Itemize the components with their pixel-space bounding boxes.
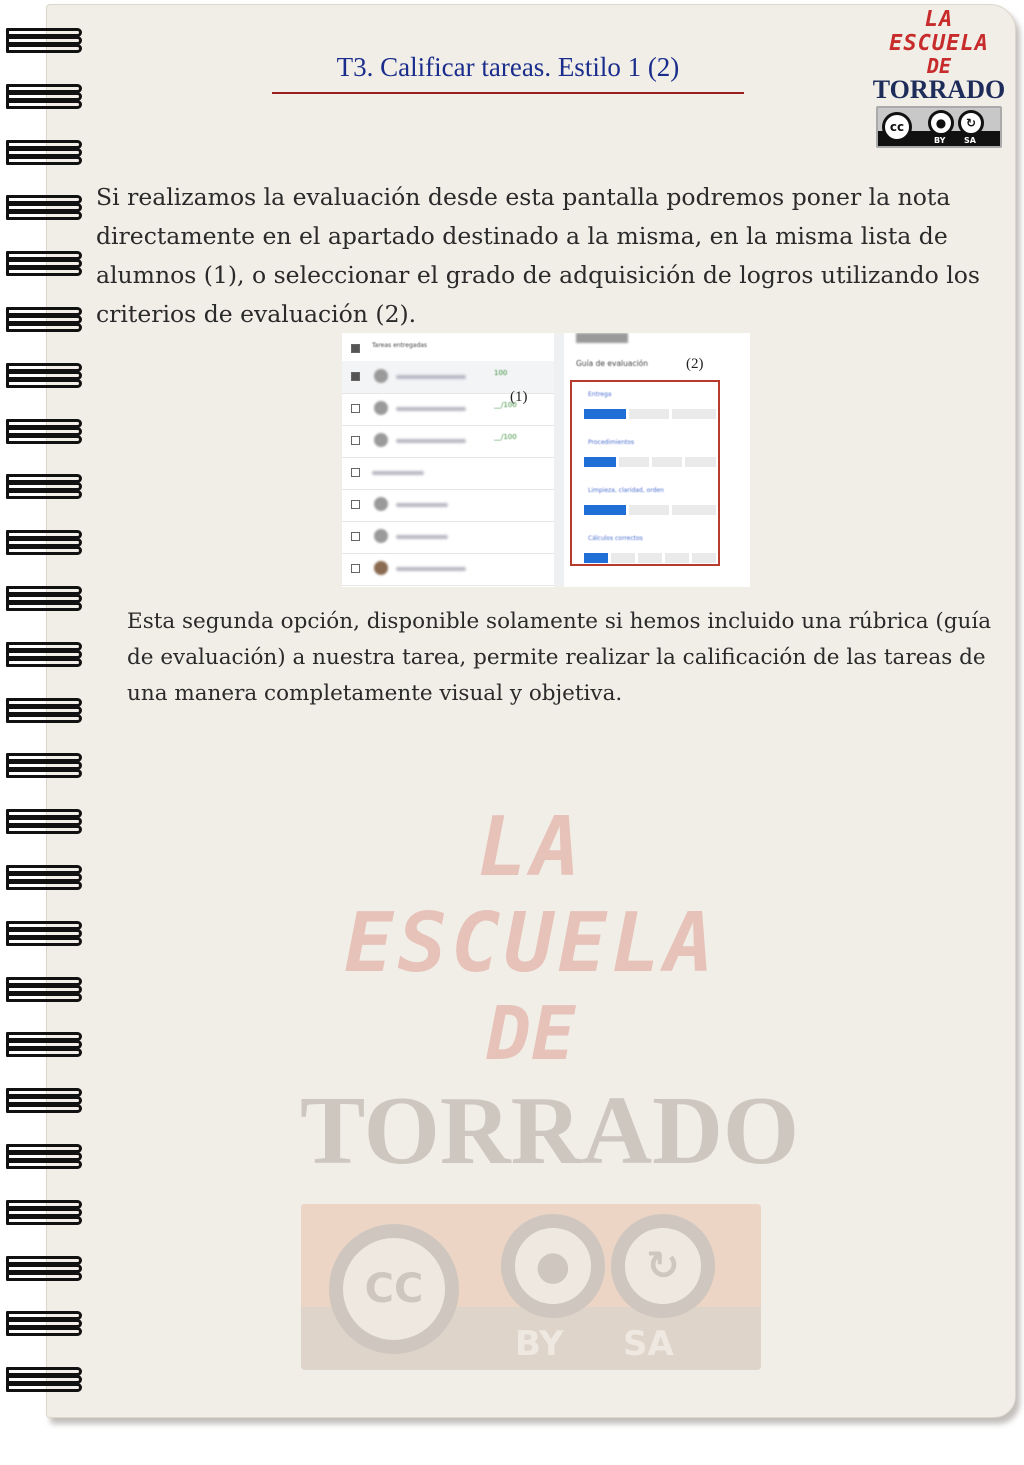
spiral-ring [6, 251, 84, 277]
cc-license-badge [876, 106, 1002, 148]
grade-field[interactable]: __/100 [494, 401, 517, 409]
spiral-ring [6, 1088, 84, 1114]
level-selected[interactable] [584, 505, 626, 515]
spiral-ring [6, 195, 84, 221]
watermark-cc-text: CC [364, 1266, 424, 1312]
section-label-blurred [372, 471, 424, 475]
spiral-ring [6, 363, 84, 389]
criterion-levels[interactable] [584, 553, 716, 563]
criterion-label: Procedimientos [588, 439, 635, 446]
avatar [374, 561, 388, 575]
school-logo [872, 8, 1006, 148]
avatar [374, 497, 388, 511]
spiral-ring [6, 921, 84, 947]
level-option[interactable] [629, 409, 669, 419]
table-row[interactable] [342, 553, 554, 586]
attachment-thumbnail [576, 333, 628, 343]
level-option[interactable] [652, 457, 682, 467]
criterion-levels[interactable] [584, 505, 716, 515]
criterion-label: Cálculos correctos [588, 535, 643, 542]
row-checkbox[interactable] [351, 500, 360, 509]
avatar [374, 433, 388, 447]
level-option[interactable] [672, 409, 716, 419]
spiral-ring [6, 530, 84, 556]
spiral-ring [6, 977, 84, 1003]
watermark-line1: LA ESCUELA [344, 800, 718, 991]
spiral-ring [6, 419, 84, 445]
level-option[interactable] [692, 553, 716, 563]
watermark-cc-badge [301, 1204, 761, 1370]
avatar [374, 401, 388, 415]
callout-label-2: (2) [686, 356, 704, 372]
intro-paragraph: Si realizamos la evaluación desde esta pantalla podremos poner la nota directamente en el apartado destinado a la misma, en la misma lista de alumnos (1), o seleccionar el grado de adquisición de logros utilizando los criterios de evaluación (2). [96, 183, 980, 328]
spiral-ring [6, 1256, 84, 1282]
student-list-panel [342, 333, 554, 587]
spiral-ring [6, 865, 84, 891]
sa-share-icon: ↻ [958, 110, 984, 136]
level-option[interactable] [685, 457, 716, 467]
watermark-line2: DE [486, 991, 576, 1077]
spiral-ring [6, 753, 84, 779]
grade-field[interactable]: 100 [494, 369, 508, 377]
list-header-label: Tareas entregadas [372, 342, 428, 349]
level-selected[interactable] [584, 409, 626, 419]
spiral-ring [6, 1144, 84, 1170]
level-option[interactable] [629, 505, 669, 515]
spiral-ring [6, 586, 84, 612]
cc-text: cc [889, 120, 905, 134]
explanation-paragraph: Esta segunda opción, disponible solamente si hemos incluido una rúbrica (guía de evaluación) a nuestra tarea, permite realizar la calificación de las tareas de una manera completamente visual y objetiva. [127, 609, 992, 706]
logo-line2: DE [926, 54, 952, 78]
student-name-blurred [396, 567, 466, 571]
student-name-blurred [396, 535, 448, 539]
sa-label: SA [964, 136, 976, 145]
level-option[interactable] [672, 505, 716, 515]
watermark-sa-label: SA [623, 1324, 674, 1364]
spiral-ring [6, 28, 84, 54]
avatar [374, 369, 388, 383]
spiral-ring [6, 1032, 84, 1058]
level-selected[interactable] [584, 457, 616, 467]
spiral-ring [6, 642, 84, 668]
watermark-by-label: BY [515, 1324, 564, 1364]
watermark-line3: TORRADO [300, 1077, 800, 1185]
spiral-ring [6, 1367, 84, 1393]
criterion-label: Limpieza, claridad, orden [588, 487, 664, 494]
logo-line3: TORRADO [872, 75, 1006, 104]
spiral-ring [6, 1200, 84, 1226]
criterion-label: Entrega [588, 391, 612, 398]
callout-label-1: (1) [510, 389, 528, 405]
row-checkbox[interactable] [351, 564, 360, 573]
spiral-ring [6, 1311, 84, 1337]
by-label: BY [934, 136, 946, 145]
student-name-blurred [396, 439, 466, 443]
spiral-ring [6, 809, 84, 835]
cc-icon [882, 112, 912, 142]
rubric-panel [564, 333, 750, 587]
row-checkbox[interactable] [351, 468, 360, 477]
logo-line1: LA ESCUELA [889, 7, 989, 56]
criterion-levels[interactable] [584, 409, 716, 419]
level-option[interactable] [611, 553, 635, 563]
select-all-checkbox[interactable] [351, 344, 360, 353]
row-checkbox[interactable] [351, 436, 360, 445]
table-row[interactable] [342, 425, 554, 458]
criterion-levels[interactable] [584, 457, 716, 467]
student-name-blurred [396, 407, 466, 411]
table-row[interactable] [342, 489, 554, 522]
row-checkbox[interactable] [351, 404, 360, 413]
watermark-sa-icon: ↻ [611, 1214, 715, 1318]
student-name-blurred [396, 375, 466, 379]
spiral-ring [6, 698, 84, 724]
page-title: T3. Calificar tareas. Estilo 1 (2) [336, 52, 680, 82]
watermark-cc-icon [329, 1224, 459, 1354]
table-row[interactable] [342, 457, 554, 490]
spiral-ring [6, 84, 84, 110]
row-checkbox[interactable] [351, 372, 360, 381]
watermark-logo [300, 800, 800, 1370]
title-underline [272, 92, 744, 94]
spiral-ring [6, 307, 84, 333]
rubric-title: Guía de evaluación [576, 359, 649, 368]
spiral-ring [6, 140, 84, 166]
spiral-ring [6, 474, 84, 500]
by-person-icon: ● [928, 110, 954, 136]
level-option[interactable] [619, 457, 649, 467]
table-row[interactable] [342, 521, 554, 554]
row-checkbox[interactable] [351, 532, 360, 541]
student-name-blurred [396, 503, 448, 507]
classroom-screenshot [342, 333, 750, 587]
avatar [374, 529, 388, 543]
level-option[interactable] [638, 553, 662, 563]
level-option[interactable] [665, 553, 689, 563]
watermark-by-icon: ● [501, 1214, 605, 1318]
panel-scrollbar[interactable] [554, 333, 564, 587]
level-selected[interactable] [584, 553, 608, 563]
grade-field[interactable]: __/100 [494, 433, 517, 441]
